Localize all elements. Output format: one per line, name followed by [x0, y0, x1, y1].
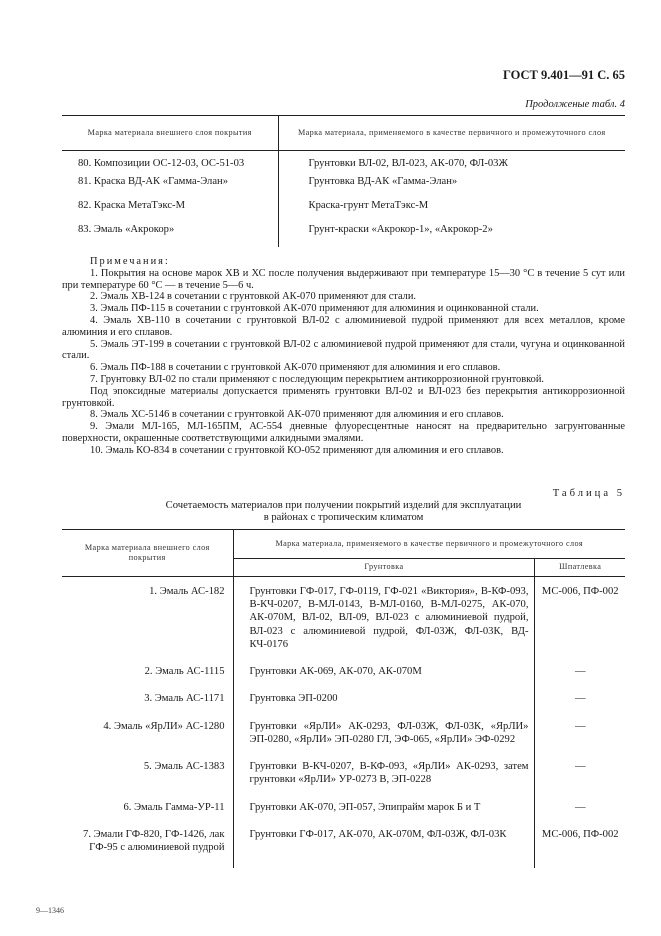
table5-title-line: в районах с тропическим климатом [263, 512, 424, 523]
note-item: 8. Эмаль ХС-5146 в сочетании с грунтовкой АК-070 применяют для алюминия и его сплавов. [90, 409, 504, 421]
note-item: 7. Грунтовку ВЛ-02 по стали применяют с последующим перекрытием антикоррозионной грунтовкой. [90, 373, 545, 385]
table-row [62, 665, 625, 692]
note-item: 1. Покрытия на основе марок ХВ и ХС после получения выдерживают при температуре 15—30 °С в течение 5 сут или при температуре 60 °С — в течение 5—6 ч. [62, 267, 625, 291]
table4-cell-primer: Краска-грунт МетаТэкс-М [308, 199, 429, 211]
table4-cell-marka: 80. Композиции ОС-12-03, ОС-51-03 [62, 151, 278, 175]
table5-cell-primer: Грунтовки ГФ-017, ГФ-0119, ГФ-021 «Виктория», В-КФ-093, В-КЧ-0207, В-МЛ-0143, В-МЛ-0160, В-МЛ-0275, АК-070, АК-070М, ВЛ-02, ВЛ-09, ВЛ-023 с алюминиевой пудрой, ВЛ-023 с алюминиевой пудрой, ФЛ-03Ж, ФЛ-03К, ВД-КЧ-0176 [233, 577, 535, 666]
table5-header-putty: Шпатлевка [535, 559, 625, 577]
page-footer-code: 9—1346 [36, 906, 64, 915]
table-row [62, 175, 625, 199]
table5-cell-marka: 3. Эмаль АС-1171 [144, 693, 225, 705]
table5-cell-marka: 6. Эмаль Гамма-УР-11 [123, 801, 225, 813]
table5-cell-putty: — [535, 801, 625, 828]
table-continuation-caption: Продолженые табл. 4 [525, 99, 625, 110]
note-item: Под эпоксидные материалы допускается применять грунтовки ВЛ-02 и ВЛ-023 без перекрытия антикоррозионной грунтовкой. [62, 385, 625, 409]
notes-section [62, 256, 625, 457]
table5-cell-primer: Грунтовки АК-069, АК-070, АК-070М [233, 665, 535, 692]
table5-cell-putty: — [535, 720, 625, 760]
table-row [62, 577, 625, 666]
note-item: 3. Эмаль ПФ-115 в сочетании с грунтовкой АК-070 применяют для алюминия и оцинкованной стали. [90, 303, 539, 315]
table-row [62, 720, 625, 760]
table4-cell-marka: 83. Эмаль «Акрокор» [62, 223, 278, 247]
table-5 [62, 529, 625, 868]
table5-cell-primer: Грунтовки АК-070, ЭП-057, Эпипрайм марок Б и Т [233, 801, 535, 828]
table5-cell-marka: 4. Эмаль «ЯрЛИ» АС-1280 [103, 720, 225, 732]
table-row [62, 223, 625, 247]
table4-cell-marka: 81. Краска ВД-АК «Гамма-Элан» [62, 175, 278, 199]
notes-title: Примечания: [90, 256, 170, 267]
table-row [62, 760, 625, 800]
table5-cell-putty: МС-006, ПФ-002 [535, 577, 625, 666]
table5-title [62, 500, 625, 524]
table5-cell-putty: — [535, 665, 625, 692]
table4-header-marka: Марка материала внешнего слоя покрытия [62, 116, 278, 151]
table-row [62, 801, 625, 828]
table5-title-line: Сочетаемость материалов при получении покрытий изделий для эксплуатации [165, 500, 522, 511]
table5-label: Таблица 5 [552, 488, 625, 499]
table5-cell-primer: Грунтовка ЭП-0200 [233, 692, 535, 719]
table5-header-primer: Грунтовка [233, 559, 535, 577]
note-item: 5. Эмаль ЭТ-199 в сочетании с грунтовкой ВЛ-02 с алюминиевой пудрой применяют для стали, чугуна и оцинкованной стали. [62, 338, 625, 362]
note-item: 6. Эмаль ПФ-188 в сочетании с грунтовкой АК-070 применяют для алюминия и его сплавов. [90, 362, 501, 374]
page-header: ГОСТ 9.401—91 С. 65 [502, 68, 625, 82]
note-item: 10. Эмаль КО-834 в сочетании с грунтовкой КО-052 применяют для алюминия и его сплавов. [90, 444, 504, 456]
note-item: 2. Эмаль ХВ-124 в сочетании с грунтовкой АК-070 применяют для стали. [90, 291, 417, 303]
table5-cell-putty: — [535, 692, 625, 719]
table5-cell-putty: МС-006, ПФ-002 [535, 828, 625, 868]
table-row [62, 199, 625, 223]
table4-cell-primer: Грунтовки ВЛ-02, ВЛ-023, АК-070, ФЛ-03Ж [308, 158, 508, 169]
table4-cell-marka: 82. Краска МетаТэкс-М [62, 199, 278, 223]
note-item: 4. Эмаль ХВ-110 в сочетании с грунтовкой ВЛ-02 с алюминиевой пудрой применяют для всех металлов, кроме алюминия и его сплавов. [62, 314, 625, 338]
table5-cell-putty: — [535, 760, 625, 800]
table5-cell-marka: 7. Эмали ГФ-820, ГФ-1426, лак ГФ-95 с алюминиевой пудрой [83, 828, 225, 854]
note-item: 9. Эмали МЛ-165, МЛ-165ПМ, АС-554 дневные флуоресцентные наносят на предварительно загрунтованные поверхности, окрашенные соответствующими алкидными эмалями. [62, 421, 625, 444]
table-row [62, 692, 625, 719]
table-4 [62, 115, 625, 247]
table4-cell-primer: Грунт-краски «Акрокор-1», «Акрокор-2» [308, 223, 493, 235]
table5-cell-marka: 1. Эмаль АС-182 [149, 586, 225, 597]
table5-cell-primer: Грунтовки ГФ-017, АК-070, АК-070М, ФЛ-03Ж, ФЛ-03К [233, 828, 535, 868]
table5-header-group: Марка материала, применяемого в качестве первичного и промежуточного слоя [233, 530, 625, 559]
table-row [62, 151, 625, 175]
table5-cell-marka: 5. Эмаль АС-1383 [143, 761, 225, 773]
table5-cell-marka: 2. Эмаль АС-1115 [144, 666, 225, 678]
table-row [62, 828, 625, 868]
table5-header-marka: Марка материала внешнего слоя покрытия [62, 530, 233, 577]
table5-cell-primer: Грунтовки «ЯрЛИ» АК-0293, ФЛ-03Ж, ФЛ-03К, «ЯрЛИ» ЭП-0280, «ЯрЛИ» ЭП-0280 ГЛ, ЭФ-065, «ЯрЛИ» ЭФ-0292 [233, 720, 535, 760]
table4-cell-primer: Грунтовка ВД-АК «Гамма-Элан» [308, 175, 458, 187]
table5-cell-primer: Грунтовки В-КЧ-0207, В-КФ-093, «ЯрЛИ» АК-0293, затем грунтовки «ЯрЛИ» УР-0273 В, ЭП-0228 [233, 760, 535, 800]
table4-header-primer: Марка материала, применяемого в качестве первичного и промежуточного слоя [278, 116, 625, 151]
